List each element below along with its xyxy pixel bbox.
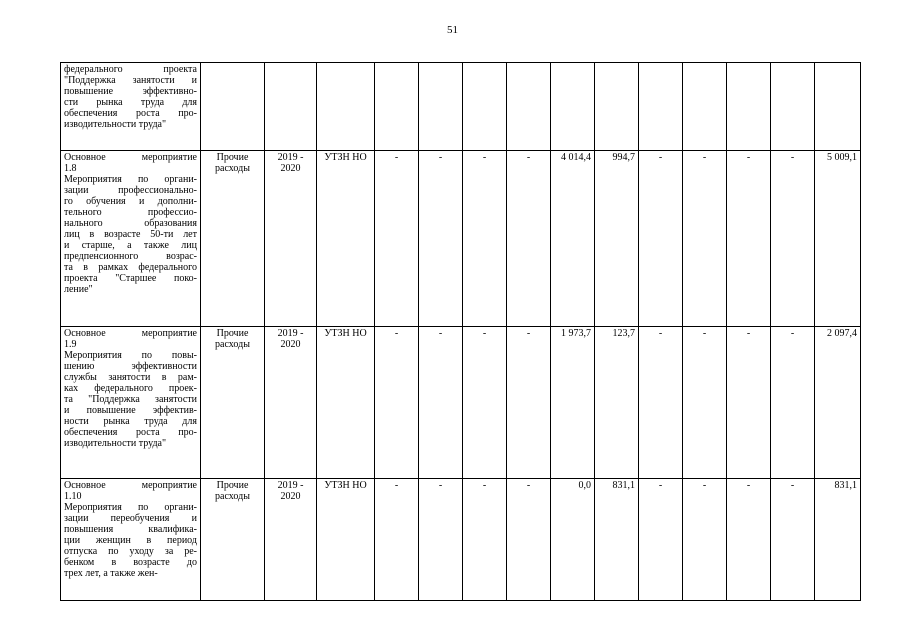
activity-description-cell <box>61 63 201 151</box>
expense-type-cell: Прочие расходы <box>201 151 265 327</box>
expense-type-cell <box>201 63 265 151</box>
funding-value-cell: - <box>463 479 507 601</box>
description-line: предпенсионного возрас- <box>64 251 197 262</box>
description-line: федерального проекта <box>64 64 197 75</box>
funding-value-cell <box>683 63 727 151</box>
description-line: обеспечения роста про- <box>64 427 197 438</box>
total-value-cell: 2 097,4 <box>815 327 861 479</box>
description-line: отпуска по уходу за ре- <box>64 546 197 557</box>
description-line: 1.10 <box>64 491 82 502</box>
description-line: ции женщин в период <box>64 535 197 546</box>
budget-table <box>60 62 861 601</box>
table-row <box>61 327 861 479</box>
activity-description-cell <box>61 151 201 327</box>
funding-value-cell: 0,0 <box>551 479 595 601</box>
funding-value-cell: - <box>683 327 727 479</box>
description-line: зации переобучения и <box>64 513 197 524</box>
funding-value-cell: 4 014,4 <box>551 151 595 327</box>
funding-value-cell <box>595 63 639 151</box>
funding-value-cell: - <box>375 151 419 327</box>
executor-cell: УТЗН НО <box>317 479 375 601</box>
funding-value-cell <box>463 63 507 151</box>
funding-value-cell: - <box>507 479 551 601</box>
expense-type-cell: Прочие расходы <box>201 327 265 479</box>
description-line: изводительности труда" <box>64 119 167 130</box>
description-line: зации профессионально- <box>64 185 197 196</box>
total-value-cell <box>815 63 861 151</box>
table-row <box>61 63 861 151</box>
funding-value-cell: - <box>419 327 463 479</box>
description-line: повышения квалифика- <box>64 524 197 535</box>
funding-value-cell: 1 973,7 <box>551 327 595 479</box>
funding-value-cell: - <box>639 327 683 479</box>
description-line: бенком в возрасте до <box>64 557 197 568</box>
funding-value-cell: - <box>419 479 463 601</box>
description-line: ках федерального проек- <box>64 383 197 394</box>
funding-value-cell: - <box>463 151 507 327</box>
description-line: Мероприятия по органи- <box>64 502 197 513</box>
table-row <box>61 151 861 327</box>
funding-value-cell: - <box>419 151 463 327</box>
funding-value-cell: - <box>727 479 771 601</box>
description-line: лиц в возрасте 50-ти лет <box>64 229 197 240</box>
funding-value-cell <box>375 63 419 151</box>
funding-value-cell: - <box>507 151 551 327</box>
description-line: ности рынка труда для <box>64 416 197 427</box>
description-line: ление" <box>64 284 93 295</box>
description-line: нального образования <box>64 218 197 229</box>
activity-description-cell <box>61 327 201 479</box>
funding-value-cell <box>551 63 595 151</box>
funding-value-cell: - <box>683 479 727 601</box>
funding-value-cell: - <box>375 327 419 479</box>
description-line: 1.9 <box>64 339 77 350</box>
description-line: Основное мероприятие <box>64 480 197 491</box>
description-line: Основное мероприятие <box>64 328 197 339</box>
description-line: шению эффективности <box>64 361 197 372</box>
funding-value-cell: - <box>771 151 815 327</box>
description-line: проекта "Старшее поко- <box>64 273 197 284</box>
table-row <box>61 479 861 601</box>
activity-description-cell <box>61 479 201 601</box>
expense-type-cell: Прочие расходы <box>201 479 265 601</box>
funding-value-cell <box>771 63 815 151</box>
period-cell: 2019 - 2020 <box>265 479 317 601</box>
page-number: 51 <box>447 24 458 36</box>
funding-value-cell <box>727 63 771 151</box>
executor-cell: УТЗН НО <box>317 151 375 327</box>
description-line: и повышение эффектив- <box>64 405 197 416</box>
funding-value-cell: - <box>683 151 727 327</box>
description-line: повышение эффективно- <box>64 86 197 97</box>
description-line: сти рынка труда для <box>64 97 197 108</box>
funding-value-cell: - <box>771 479 815 601</box>
funding-value-cell: - <box>639 151 683 327</box>
funding-value-cell <box>639 63 683 151</box>
funding-value-cell <box>419 63 463 151</box>
executor-cell: УТЗН НО <box>317 327 375 479</box>
funding-value-cell: - <box>727 151 771 327</box>
funding-value-cell: - <box>727 327 771 479</box>
description-line: та "Поддержка занятости <box>64 394 197 405</box>
period-cell <box>265 63 317 151</box>
period-cell: 2019 - 2020 <box>265 327 317 479</box>
description-line: изводительности труда" <box>64 438 167 449</box>
description-line: обеспечения роста про- <box>64 108 197 119</box>
funding-value-cell: - <box>507 327 551 479</box>
description-line: службы занятости в рам- <box>64 372 197 383</box>
funding-value-cell: - <box>639 479 683 601</box>
funding-value-cell <box>507 63 551 151</box>
description-line: "Поддержка занятости и <box>64 75 197 86</box>
description-line: та в рамках федерального <box>64 262 197 273</box>
description-line: го обучения и дополни- <box>64 196 197 207</box>
description-line: 1.8 <box>64 163 77 174</box>
description-line: тельного профессио- <box>64 207 197 218</box>
executor-cell <box>317 63 375 151</box>
funding-value-cell: - <box>375 479 419 601</box>
description-line: трех лет, а также жен- <box>64 568 158 579</box>
funding-value-cell: 994,7 <box>595 151 639 327</box>
total-value-cell: 831,1 <box>815 479 861 601</box>
description-line: Мероприятия по повы- <box>64 350 197 361</box>
description-line: Мероприятия по органи- <box>64 174 197 185</box>
total-value-cell: 5 009,1 <box>815 151 861 327</box>
funding-value-cell: 123,7 <box>595 327 639 479</box>
funding-value-cell: - <box>463 327 507 479</box>
description-line: и старше, а также лиц <box>64 240 197 251</box>
funding-value-cell: - <box>771 327 815 479</box>
period-cell: 2019 - 2020 <box>265 151 317 327</box>
funding-value-cell: 831,1 <box>595 479 639 601</box>
description-line: Основное мероприятие <box>64 152 197 163</box>
